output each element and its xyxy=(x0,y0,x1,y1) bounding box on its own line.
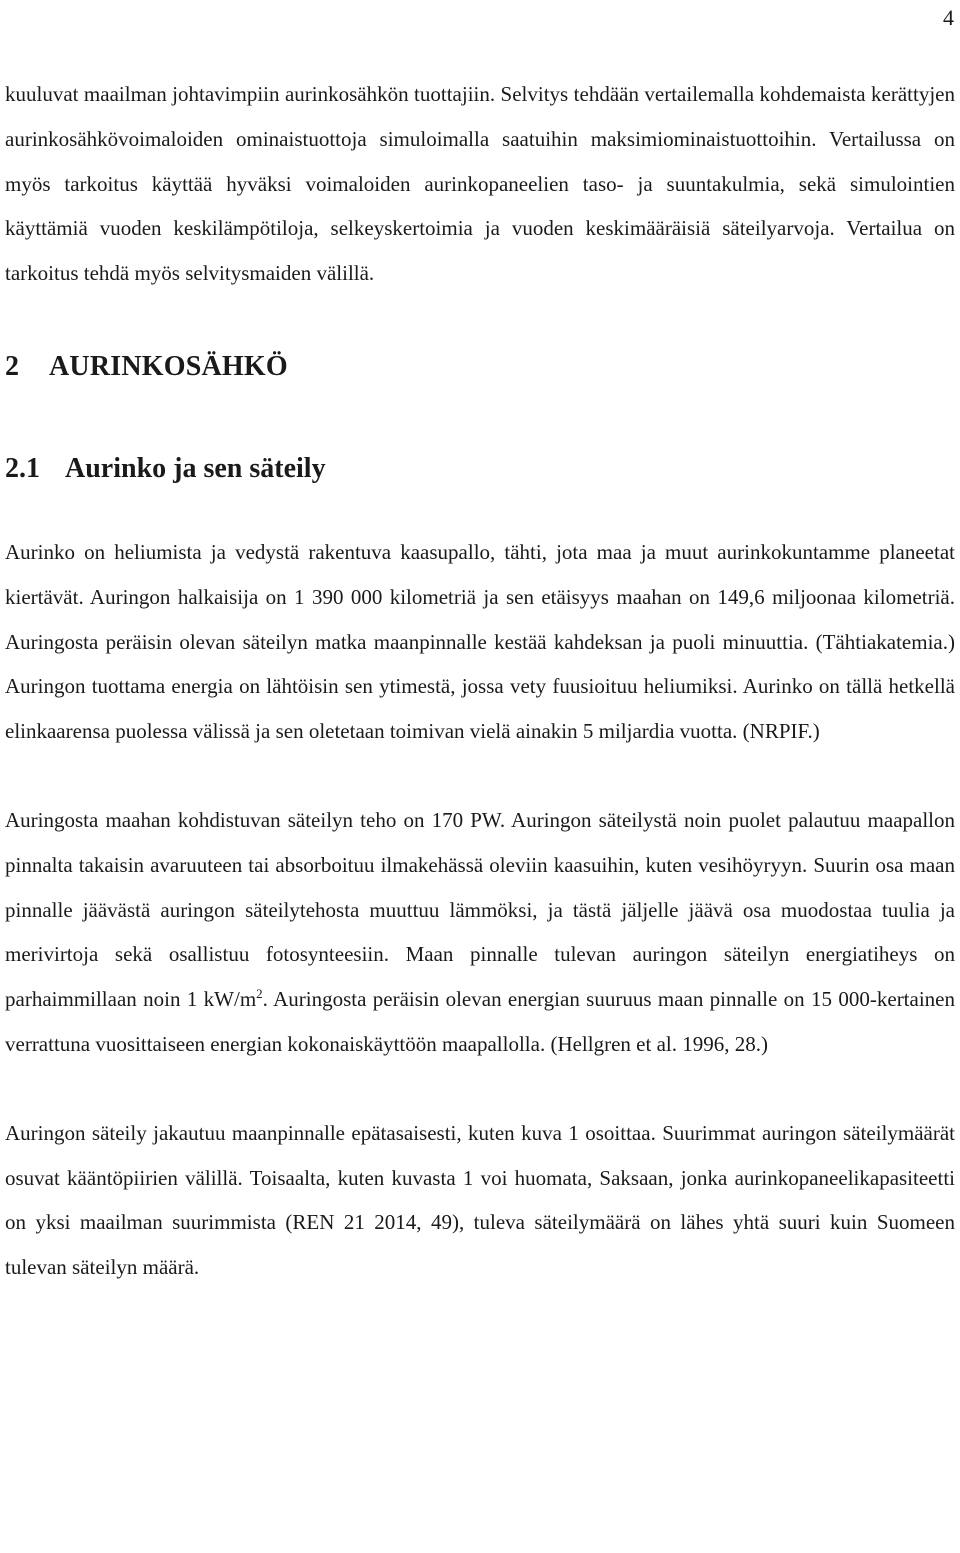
section-heading xyxy=(5,350,955,384)
paragraph-text-part: Auringosta maahan kohdistuvan säteilyn teho on 170 PW. Auringon säteilystä noin puolet palautuu maapallon pinnalta takaisin avaruuteen tai absorboituu ilmakehässä oleviin kaasuihin, kuten vesihöyryyn. Suurin osa maan pinnalle jäävästä auringon säteilytehosta muuttuu lämmöksi, ja tästä jäljelle jäävä osa muodostaa tuulia ja merivirtoja sekä osallistuu fotosynteesiin. Maan pinnalle tulevan auringon säteilyn energiatiheys on parhaimmillaan noin 1 kW/m xyxy=(5,807,955,1012)
subsection-heading xyxy=(5,452,955,486)
subsection-number: 2.1 xyxy=(5,452,40,484)
document-body xyxy=(5,72,955,1290)
body-paragraph-radiation-power xyxy=(5,798,955,1067)
subsection-title: Aurinko ja sen säteily xyxy=(65,452,326,484)
unit-superscript: 2 xyxy=(256,986,263,1002)
section-title: AURINKOSÄHKÖ xyxy=(49,350,288,382)
section-number: 2 xyxy=(5,350,20,382)
page-number: 4 xyxy=(943,5,954,30)
intro-paragraph: kuuluvat maailman johtavimpiin aurinkosähkön tuottajiin. Selvitys tehdään vertailemalla kohdemaista kerättyjen aurinkosähkövoimaloiden ominaistuottoja simuloimalla saatuihin maksimiominaistuottoihin. Vertailussa on myös tarkoitus käyttää hyväksi voimaloiden aurinkopaneelien taso- ja suuntakulmia, sekä simulointien käyttämiä vuoden keskilämpötiloja, selkeyskertoimia ja vuoden keskimääräisiä säteilyarvoja. Vertailua on tarkoitus tehdä myös selvitysmaiden välillä. xyxy=(5,82,955,286)
body-paragraph-sun: Aurinko on heliumista ja vedystä rakentuva kaasupallo, tähti, jota maa ja muut aurinkokuntamme planeetat kiertävät. Auringon halkaisija on 1 390 000 kilometriä ja sen etäisyys maahan on 149,6 miljoonaa kilometriä. Auringosta peräisin olevan säteilyn matka maanpinnalle kestää kahdeksan ja puoli minuuttia. (Tähtiakatemia.) Auringon tuottama energia on lähtöisin sen ytimestä, jossa vety fuusioituu heliumiksi. Aurinko on tällä hetkellä elinkaarensa puolessa välissä ja sen oletetaan toimivan vielä ainakin 5 miljardia vuotta. (NRPIF.) xyxy=(5,539,955,744)
body-paragraph-distribution: Auringon säteily jakautuu maanpinnalle epätasaisesti, kuten kuva 1 osoittaa. Suurimmat auringon säteilymäärät osuvat kääntöpiirien välillä. Toisaalta, kuten kuvasta 1 voi huomata, Saksaan, jonka aurinkopaneelikapasiteetti on yksi maailman suurimmista (REN 21 2014, 49), tuleva säteilymäärä on lähes yhtä suuri kuin Suomeen tulevan säteilyn määrä. xyxy=(5,1120,955,1280)
paragraph-text-part: . Auringosta peräisin olevan energian suuruus maan pinnalle on 15 000-kertainen verrattuna vuosittaiseen energian kokonaiskäyttöön maapallolla. (Hellgren et al. 1996, 28.) xyxy=(5,987,955,1056)
